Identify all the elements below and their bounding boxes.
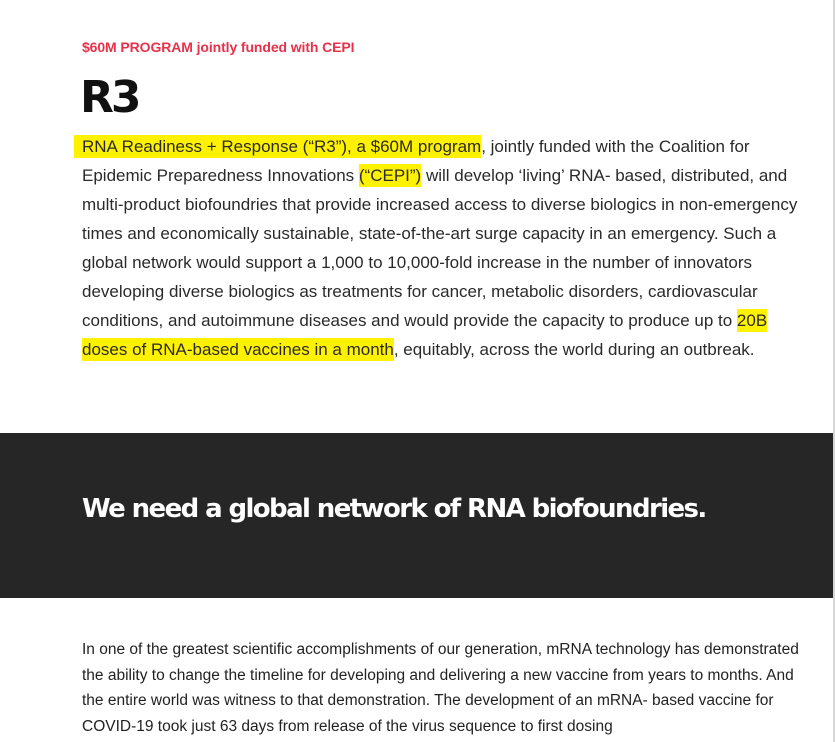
- page-title: R3: [80, 72, 139, 123]
- highlight-program-name: RNA Readiness + Response (“R3”), a $60M program: [74, 135, 481, 158]
- intro-text-segment: , jointly funded with the Coalition for Epidemic Preparedness Innovations: [82, 137, 750, 185]
- intro-paragraph: [82, 132, 804, 364]
- intro-text-segment: will develop ‘living’ RNA- based, distributed, and multi-product biofoundries that provide increased access to diverse biologics in non-emergency times and economically sustainable, state-of-the-art surge capacity in an emergency. Such a global network would support a 1,000 to 10,000-fold increase in the number of innovators developing diverse biologics as treatments for cancer, metabolic disorders, cardiovascular conditions, and autoimmune diseases and would provide the capacity to produce up to: [82, 166, 798, 330]
- program-eyebrow: $60M PROGRAM jointly funded with CEPI: [82, 39, 355, 55]
- highlight-doses: 20B doses of RNA-based vaccines in a month: [82, 311, 768, 359]
- section-heading: We need a global network of RNA biofoundries.: [82, 494, 706, 524]
- body-paragraph: In one of the greatest scientific accomplishments of our generation, mRNA technology has demonstrated the ability to change the timeline for developing and delivering a new vaccine from years to months. And the entire world was witness to that demonstration. The development of an mRNA- based vaccine for COVID-19 took just 63 days from release of the virus sequence to first dosing: [82, 641, 799, 735]
- intro-text-segment: , equitably, across the world during an outbreak.: [393, 340, 755, 359]
- highlight-cepi: (“CEPI”): [358, 166, 422, 185]
